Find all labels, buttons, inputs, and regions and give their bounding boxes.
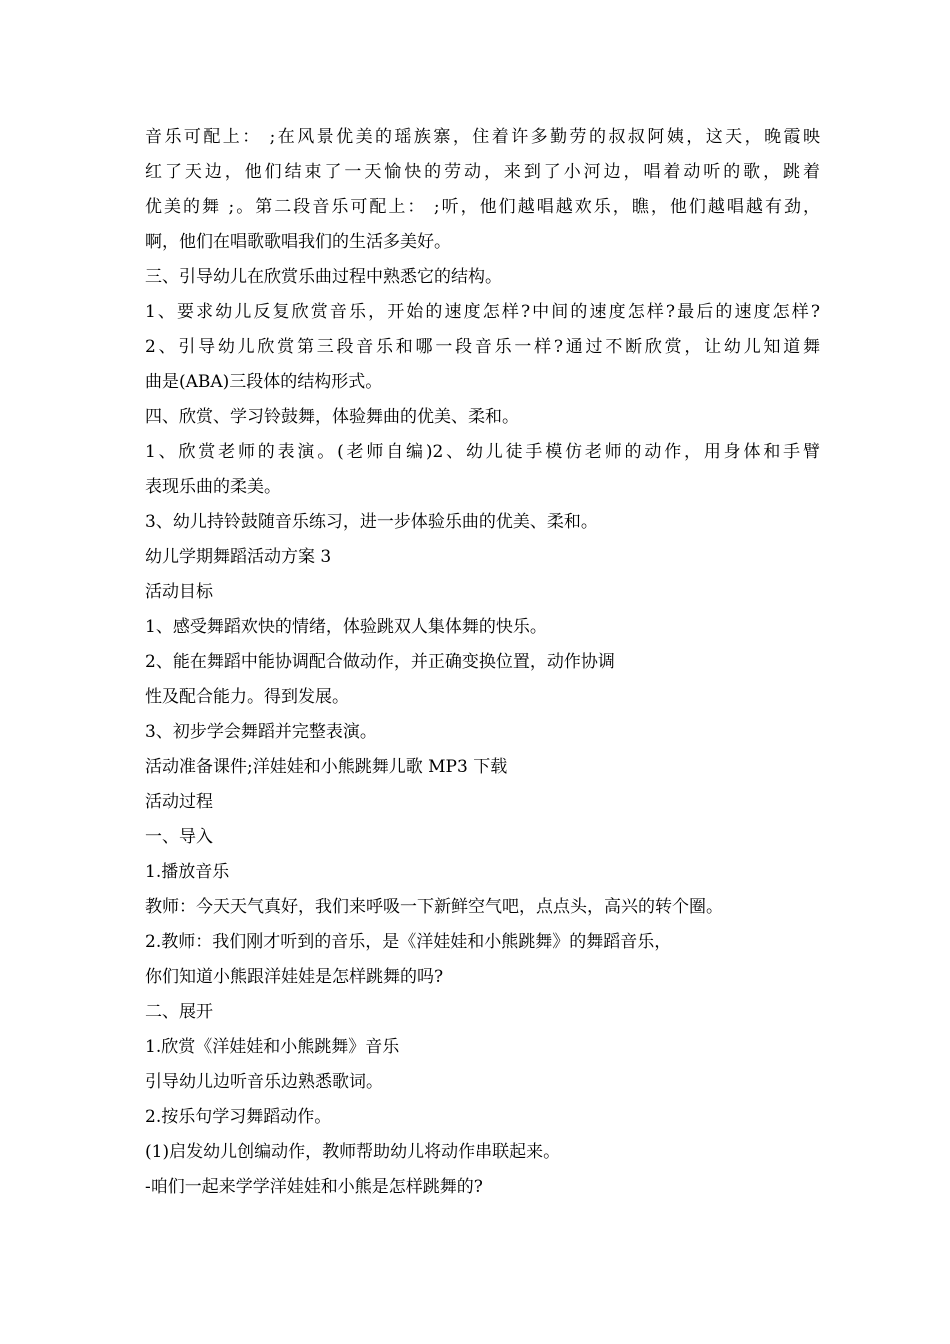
text-line: (1)启发幼儿创编动作，教师帮助幼儿将动作串联起来。 bbox=[145, 1142, 561, 1162]
text-line: 活动准备课件;洋娃娃和小熊跳舞儿歌 MP3 下载 bbox=[145, 757, 508, 777]
section-heading: 活动过程 bbox=[145, 792, 213, 812]
text-line: 引导幼儿边听音乐边熟悉歌词。 bbox=[145, 1072, 383, 1092]
text-line: 你们知道小熊跟洋娃娃是怎样跳舞的吗? bbox=[145, 967, 444, 987]
text-line: 1、欣赏老师的表演。(老师自编)2、幼儿徒手模仿老师的动作，用身体和手臂 bbox=[145, 442, 820, 462]
text-line: 1.欣赏《洋娃娃和小熊跳舞》音乐 bbox=[145, 1037, 400, 1057]
section-heading: 三、引导幼儿在欣赏乐曲过程中熟悉它的结构。 bbox=[145, 267, 502, 287]
text-line: 3、幼儿持铃鼓随音乐练习，进一步体验乐曲的优美、柔和。 bbox=[145, 512, 598, 532]
text-line: 1.播放音乐 bbox=[145, 862, 230, 882]
text-line: 1、感受舞蹈欢快的情绪，体验跳双人集体舞的快乐。 bbox=[145, 617, 547, 637]
text-line: 1、要求幼儿反复欣赏音乐，开始的速度怎样?中间的速度怎样?最后的速度怎样? bbox=[145, 302, 820, 322]
text-line: 音乐可配上： ;在风景优美的瑶族寨，住着许多勤劳的叔叔阿姨，这天，晚霞映 bbox=[145, 127, 820, 147]
text-line: 红了天边，他们结束了一天愉快的劳动，来到了小河边，唱着动听的歌，跳着 bbox=[145, 162, 820, 182]
text-line: 3、初步学会舞蹈并完整表演。 bbox=[145, 722, 377, 742]
text-line: 2、引导幼儿欣赏第三段音乐和哪一段音乐一样?通过不断欣赏，让幼儿知道舞 bbox=[145, 337, 820, 357]
text-line: 啊，他们在唱歌歌唱我们的生活多美好。 bbox=[145, 232, 451, 252]
text-line: 2.教师：我们刚才听到的音乐，是《洋娃娃和小熊跳舞》的舞蹈音乐， bbox=[145, 932, 672, 952]
text-line: 2.按乐句学习舞蹈动作。 bbox=[145, 1107, 332, 1127]
section-heading: 一、导入 bbox=[145, 827, 213, 847]
text-line: 优美的舞 ;。第二段音乐可配上： ;听，他们越唱越欢乐，瞧，他们越唱越有劲， bbox=[145, 197, 820, 217]
text-line: 2、能在舞蹈中能协调配合做动作，并正确变换位置，动作协调 bbox=[145, 652, 615, 672]
text-line: 性及配合能力。得到发展。 bbox=[145, 687, 349, 707]
section-heading: 四、欣赏、学习铃鼓舞，体验舞曲的优美、柔和。 bbox=[145, 407, 519, 427]
section-heading: 活动目标 bbox=[145, 582, 213, 602]
section-heading: 二、展开 bbox=[145, 1002, 213, 1022]
text-line: 教师：今天天气真好，我们来呼吸一下新鲜空气吧，点点头，高兴的转个圈。 bbox=[145, 897, 723, 917]
document-body bbox=[145, 120, 820, 1205]
text-line: 曲是(ABA)三段体的结构形式。 bbox=[145, 372, 383, 392]
text-line: 表现乐曲的柔美。 bbox=[145, 477, 281, 497]
text-line: -咱们一起来学学洋娃娃和小熊是怎样跳舞的? bbox=[145, 1177, 483, 1197]
document-heading: 幼儿学期舞蹈活动方案 3 bbox=[145, 547, 332, 567]
